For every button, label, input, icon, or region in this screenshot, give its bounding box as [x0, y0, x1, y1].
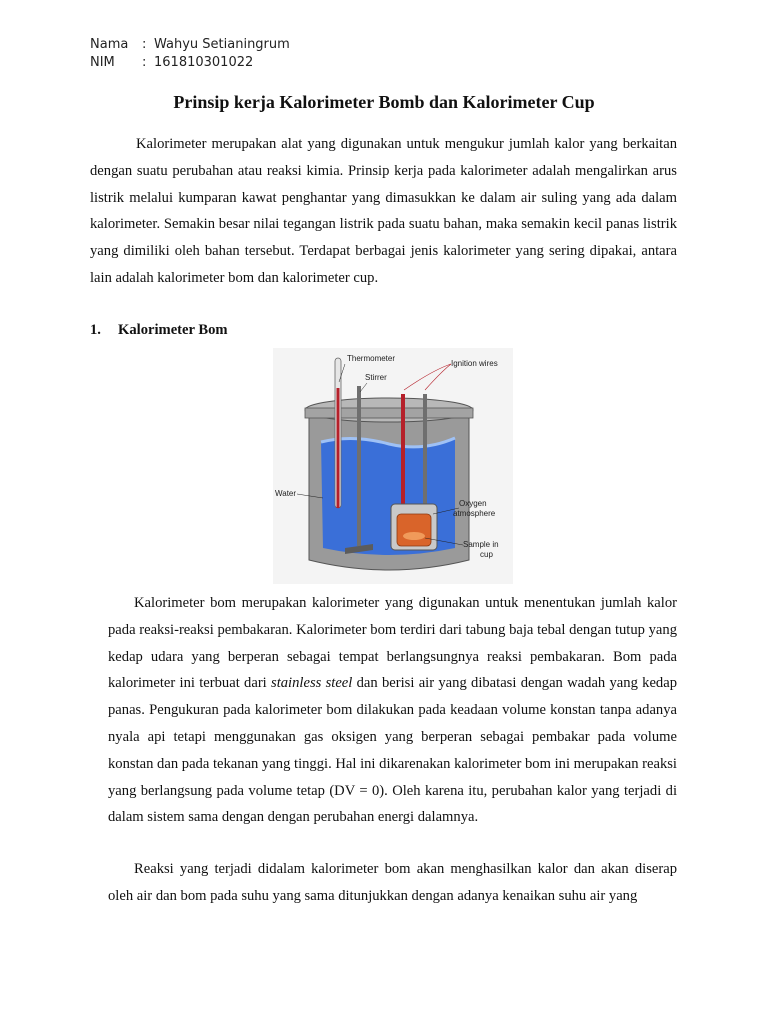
section-number: 1.	[90, 322, 101, 338]
label-sample-1: Sample in	[463, 540, 499, 549]
para2-text-2: dan berisi air yang dibatasi dengan wadah yang kedap panas. Pengukuran pada kalorimeter bom dilakukan pada keadaan volume konstan tanpa adanya nyala api tetapi menggunakan gas oksigen yang berperan sebagai pembakar pada volume konstan dan pada tekanan yang tinggi. Hal ini dikarenakan kalorimeter bom ini merupakan reaksi yang berlangsung pada volume tetap (DV = 0). Oleh karena itu, perubahan kalor yang terjadi di dalam sistem sama dengan dengan perubahan energi dalamnya.	[108, 675, 678, 826]
reaction-paragraph: Reaksi yang terjadi didalam kalorimeter bom akan menghasilkan kalor dan akan diserap oleh air dan bom pada suhu yang sama ditunjukkan dengan adanya kenaikan suhu air yang	[108, 861, 677, 904]
thermometer-mercury	[337, 388, 340, 508]
label-oxygen-1: Oxygen	[459, 499, 487, 508]
label-water: Water	[275, 489, 297, 498]
intro-paragraph: Kalorimeter merupakan alat yang digunakan untuk mengukur jumlah kalor yang berkaitan dengan suatu perubahan atau reaksi kimia. Prinsip kerja pada kalorimeter adalah mengalirkan arus listrik melalui kumparan kawat penghantar yang dimasukkan ke dalam air suling yang ada dalam kalorimeter. Semakin besar nilai tegangan listrik pada suatu bahan, maka semakin kecil panas listrik yang dimiliki oleh bahan tersebut. Terdapat berbagai jenis kalorimeter yang sering dipakai, antara lain adalah kalorimeter bom dan kalorimeter cup.	[90, 136, 677, 286]
ignition-wire-left	[401, 394, 405, 518]
page-title: Prinsip kerja Kalorimeter Bomb dan Kalorimeter Cup	[173, 92, 595, 112]
section-heading	[90, 322, 228, 339]
sample-cup	[397, 514, 431, 546]
stainless-steel-term: stainless steel	[271, 675, 353, 692]
section-title: Kalorimeter Bom	[118, 322, 228, 338]
nim-label: NIM	[90, 55, 115, 70]
label-thermometer: Thermometer	[347, 354, 396, 363]
lid-rim	[305, 408, 473, 418]
label-stirrer: Stirrer	[365, 373, 387, 382]
stirrer-rod	[357, 386, 361, 546]
name-row	[90, 36, 290, 54]
para2-text-1: Kalorimeter bom merupakan kalorimeter yang digunakan untuk menentukan jumlah kalor pada reaksi-reaksi pembakaran. Kalorimeter bom terdiri dari tabung baja tebal dengan tutup yang kedap udara yang berperan sebagai tempat berlangsungnya reaksi pembakaran. Bom pada kalorimeter ini terbuat dari	[108, 595, 677, 692]
name-separator: :	[142, 37, 147, 52]
student-header	[90, 36, 290, 72]
label-sample-2: cup	[480, 550, 493, 559]
bomb-calorimeter-figure	[273, 348, 513, 584]
nim-value: 161810301022	[154, 55, 254, 70]
bomb-calorimeter-paragraph	[108, 590, 677, 831]
label-oxygen-2: atmosphere	[453, 509, 496, 518]
sample	[403, 532, 425, 540]
nim-separator: :	[142, 55, 147, 70]
nim-row	[90, 54, 290, 72]
label-ignition-wires: Ignition wires	[451, 359, 498, 368]
ignition-wire-right	[423, 394, 427, 518]
name-label: Nama	[90, 37, 129, 52]
name-value: Wahyu Setianingrum	[154, 37, 290, 52]
bomb-calorimeter-diagram	[273, 348, 513, 584]
